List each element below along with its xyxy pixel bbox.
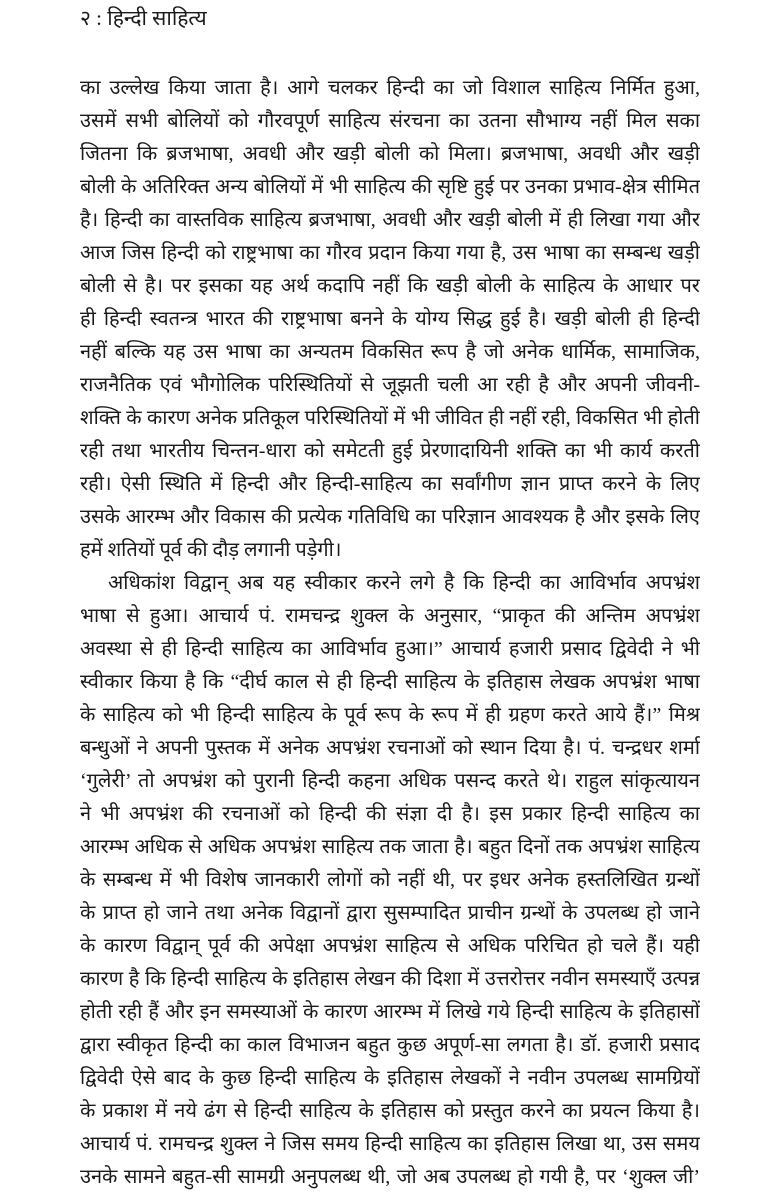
text-line: के प्राप्त हो जाने तथा अनेक विद्वानों द्वारा सुसम्पादित प्राचीन ग्रन्थों के उपलब्ध हो जाने — [80, 902, 700, 924]
text-line: स्वीकार किया है कि “दीर्घ काल से ही हिन्दी साहित्य के इतिहास लेखक अपभ्रंश भाषा — [80, 671, 700, 693]
text-line: ही हिन्दी स्वतन्त्र भारत की राष्ट्रभाषा बनने के योग्य सिद्ध हुई है। खड़ी बोली ही हिन्दी — [80, 308, 700, 330]
text-line: आरम्भ अधिक से अधिक अपभ्रंश साहित्य तक जाता है। बहुत दिनों तक अपभ्रंश साहित्य — [80, 836, 700, 858]
text-line: के साहित्य को भी हिन्दी साहित्य के पूर्व रूप के रूप में ही ग्रहण करते आये हैं।” मिश्र — [80, 704, 700, 726]
text-line: के प्रकाश में नये ढंग से हिन्दी साहित्य के इतिहास को प्रस्तुत करने का प्रयत्न किया है। — [80, 1100, 700, 1122]
text-line: का उल्लेख किया जाता है। आगे चलकर हिन्दी का जो विशाल साहित्य निर्मित हुआ, — [80, 77, 700, 99]
paragraph — [80, 567, 700, 1194]
text-line: ने भी अपभ्रंश की रचनाओं को हिन्दी की संज्ञा दी है। इस प्रकार हिन्दी साहित्य का — [80, 803, 700, 825]
text-line: के कारण विद्वान् पूर्व की अपेक्षा अपभ्रंश साहित्य से अधिक परिचित हो चले हैं। यही — [80, 935, 700, 957]
text-line: रही। ऐसी स्थिति में हिन्दी और हिन्दी-साहित्य का सर्वांगीण ज्ञान प्राप्त करने के लिए — [80, 473, 700, 495]
paragraph — [80, 72, 700, 567]
text-line: द्विवेदी ऐसे बाद के कुछ हिन्दी साहित्य के इतिहास लेखकों ने नवीन उपलब्ध सामग्रियों — [80, 1067, 700, 1089]
text-line: है। हिन्दी का वास्तविक साहित्य ब्रजभाषा, अवधी और खड़ी बोली में ही लिखा गया और — [80, 209, 700, 231]
text-line: जितना कि ब्रजभाषा, अवधी और खड़ी बोली को मिला। ब्रजभाषा, अवधी और खड़ी — [80, 143, 700, 165]
running-title: हिन्दी साहित्य — [107, 6, 207, 30]
text-line: कारण है कि हिन्दी साहित्य के इतिहास लेखन की दिशा में उत्तरोत्तर नवीन समस्याएँ उत्पन्न — [80, 968, 700, 990]
text-line: के सम्बन्ध में भी विशेष जानकारी लोगों को नहीं थी, पर इधर अनेक हस्तलिखित ग्रन्थों — [80, 869, 700, 891]
text-line: अधिकांश विद्वान् अब यह स्वीकार करने लगे है कि हिन्दी का आविर्भाव अपभ्रंश — [108, 572, 700, 594]
text-line: आचार्य पं. रामचन्द्र शुक्ल ने जिस समय हिन्दी साहित्य का इतिहास लिखा था, उस समय — [80, 1133, 700, 1155]
text-line: हमें शतियों पूर्व की दौड़ लगानी पड़ेगी। — [80, 539, 342, 561]
text-line: नहीं बल्कि यह उस भाषा का अन्यतम विकसित रूप है जो अनेक धार्मिक, सामाजिक, — [80, 341, 700, 363]
text-line: द्वारा स्वीकृत हिन्दी का काल विभाजन बहुत कुछ अपूर्ण-सा लगता है। डॉ. हजारी प्रसाद — [80, 1034, 700, 1056]
text-line: रही तथा भारतीय चिन्तन-धारा को समेटती हुई प्रेरणादायिनी शक्ति का भी कार्य करती — [80, 440, 700, 462]
text-line: भाषा से हुआ। आचार्य पं. रामचन्द्र शुक्ल के अनुसार, “प्राकृत की अन्तिम अपभ्रंश — [80, 605, 700, 627]
running-header — [80, 2, 207, 34]
text-line: शक्ति के कारण अनेक प्रतिकूल परिस्थितियों में भी जीवित ही नहीं रही, विकसित भी होती — [80, 407, 700, 429]
text-line: अवस्था से ही हिन्दी साहित्य का आविर्भाव हुआ।” आचार्य हजारी प्रसाद द्विवेदी ने भी — [80, 638, 700, 660]
text-line: होती रही हैं और इन समस्याओं के कारण आरम्भ में लिखे गये हिन्दी साहित्य के इतिहासों — [80, 1001, 700, 1023]
text-line: उसके आरम्भ और विकास की प्रत्येक गतिविधि का परिज्ञान आवश्यक है और इसके लिए — [80, 506, 700, 528]
text-line: उसमें सभी बोलियों को गौरवपूर्ण साहित्य संरचना का उतना सौभाग्य नहीं मिल सका — [80, 110, 700, 132]
text-line: उनके सामने बहुत-सी सामग्री अनुपलब्ध थी, जो अब उपलब्ध हो गयी है, पर ‘शुक्ल जी’ — [80, 1166, 700, 1188]
text-line: आज जिस हिन्दी को राष्ट्रभाषा का गौरव प्रदान किया गया है, उस भाषा का सम्बन्ध खड़ी — [80, 242, 700, 264]
text-line: ‘गुलेरी’ तो अपभ्रंश को पुरानी हिन्दी कहना अधिक पसन्द करते थे। राहुल सांकृत्यायन — [80, 770, 700, 792]
text-line: बोली के अतिरिक्त अन्य बोलियों में भी साहित्य की सृष्टि हुई पर उनका प्रभाव-क्षेत्र सीमित — [80, 176, 700, 198]
page-body — [80, 72, 700, 1194]
text-line: बोली से है। पर इसका यह अर्थ कदापि नहीं कि खड़ी बोली के साहित्य के आधार पर — [80, 275, 700, 297]
page-number: २ : — [80, 6, 103, 30]
text-line: बन्धुओं ने अपनी पुस्तक में अनेक अपभ्रंश रचनाओं को स्थान दिया है। पं. चन्द्रधर शर्मा — [80, 737, 700, 759]
text-line: राजनैतिक एवं भौगोलिक परिस्थितियों से जूझती चली आ रही है और अपनी जीवनी- — [80, 374, 700, 396]
